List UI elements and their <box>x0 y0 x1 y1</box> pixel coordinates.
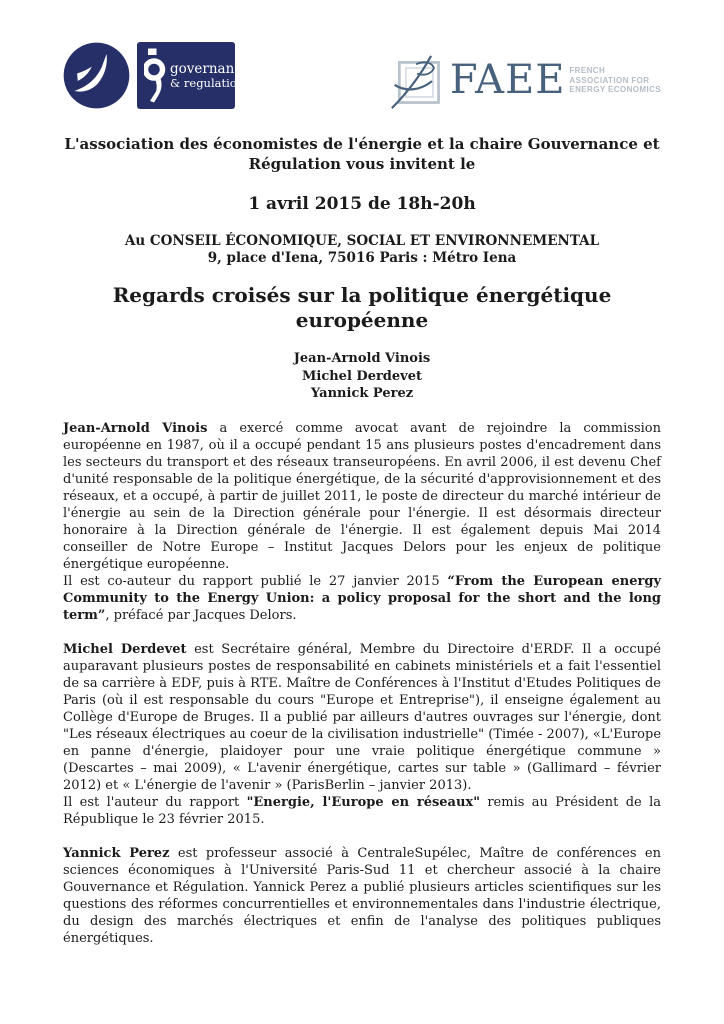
governance-logo-text <box>170 62 250 88</box>
invitation-line2: Régulation vous invitent le <box>248 155 476 173</box>
bio-derdevet-report-title: "Energie, l'Europe en réseaux" <box>246 794 480 810</box>
event-datetime: 1 avril 2015 de 18h-20h <box>248 194 476 214</box>
chaire-logo-group <box>63 42 250 109</box>
bio-perez-paragraph <box>63 845 661 947</box>
event-title-line2: européenne <box>295 308 429 332</box>
venue-name: Au CONSEIL ÉCONOMIQUE, SOCIAL ET ENVIRONNEMENTAL <box>124 233 600 249</box>
venue-address: 9, place d'Iena, 75016 Paris : Métro Iena <box>207 250 517 266</box>
bio-vinois-report-outro: , préfacé par Jacques Delors. <box>105 607 297 623</box>
speaker-name-vinois: Jean-Arnold Vinois <box>293 351 431 366</box>
faee-square-swoosh-icon <box>390 54 446 110</box>
governance-regulation-logo <box>137 42 250 109</box>
bio-jean-arnold-vinois <box>63 420 661 624</box>
bio-perez-name: Yannick Perez <box>63 845 170 861</box>
event-venue <box>63 233 661 267</box>
bio-derdevet-name: Michel Derdevet <box>63 641 187 657</box>
event-title <box>63 283 661 333</box>
faee-subtitle-line2: ASSOCIATION FOR <box>569 75 650 85</box>
faee-subtitle <box>569 66 661 95</box>
bio-vinois-report-intro: Il est co-auteur du rapport publié le 27 janvier 2015 <box>63 573 448 589</box>
bio-vinois-paragraph <box>63 420 661 573</box>
faee-logo <box>390 54 661 110</box>
bio-perez-text: est professeur associé à CentraleSupélec, Maître de conférences en sciences économiques à l'Université Paris-Sud 11 et chercheur associé à la chaire Gouvernance et Régulation. Yannick Perez a publié plusieurs articles scientifiques sur les questions des réformes concurrentielles et environnementales dans l'industrie électrique, du design des marchés électriques et enfin de l'analyse des politiques publiques énergétiques. <box>63 845 661 946</box>
governance-logo-line1: governance <box>170 61 250 78</box>
speaker-name-perez: Yannick Perez <box>310 386 414 401</box>
event-title-line1: Regards croisés sur la politique énergétique <box>112 283 612 307</box>
bio-vinois-report-line <box>63 573 661 624</box>
bio-derdevet-paragraph <box>63 641 661 794</box>
governance-logo-line2: & regulation <box>170 75 245 90</box>
invitation-heading <box>63 134 661 174</box>
bio-derdevet-report-intro: Il est l'auteur du rapport <box>63 794 247 810</box>
bio-michel-derdevet <box>63 641 661 828</box>
bio-derdevet-report-line <box>63 794 661 828</box>
bio-derdevet-text: est Secrétaire général, Membre du Directoire d'ERDF. Il a occupé auparavant plusieurs postes de responsabilité en cabinets ministériels et a fait l'essentiel de sa carrière à EDF, puis à RTE. Maître de Conférences à l'Institut d'Etudes Politiques de Paris (où il est responsable du cours "Europe et Entreprise"), il enseigne également au Collège d'Europe de Bruges. Il a publié par ailleurs d'autres ouvrages sur l'énergie, dont "Les réseaux électriques au coeur de la civilisation industrielle" (Timée - 2007), «L'Europe en panne d'énergie, plaidoyer pour une vraie politique énergétique commune » (Descartes – mai 2009), « L'avenir énergétique, cartes sur table » (Gallimard – février 2012) et « L'énergie de l'avenir » (ParisBerlin – janvier 2013). <box>63 641 662 793</box>
bio-vinois-report-title: “From the European energy Community to the Energy Union: a policy proposal for the short and the long term” <box>63 573 661 623</box>
governance-g-icon <box>144 48 166 103</box>
faee-subtitle-line1: FRENCH <box>569 66 606 75</box>
dauphine-ball-logo-icon <box>63 42 130 109</box>
speaker-name-derdevet: Michel Derdevet <box>301 368 422 384</box>
bio-yannick-perez <box>63 845 661 947</box>
bio-derdevet-report-outro: remis au Président de la République le 23 février 2015. <box>63 794 661 827</box>
faee-acronym: FAEE <box>449 57 566 103</box>
speaker-list <box>63 350 661 403</box>
faee-subtitle-line3: ENERGY ECONOMICS <box>569 85 661 94</box>
bio-vinois-name: Jean-Arnold Vinois <box>63 420 208 436</box>
invitation-line1: L'association des économistes de l'énergie et la chaire Gouvernance et <box>64 135 660 153</box>
bio-vinois-text: a exercé comme avocat avant de rejoindre la commission européenne en 1987, où il a occupé pendant 15 ans plusieurs postes d'encadrement dans les secteurs du transport et des réseaux transeuropéens. En avril 2006, il est devenu Chef d'unité responsable de la politique énergétique, de la sécurité d'approvisionnement et des réseaux, et a occupé, à partir de juillet 2011, le poste de directeur du marché intérieur de l'énergie au sein de la Direction générale pour l'énergie. Il est désormais directeur honoraire à la Direction générale de l'énergie. Il est également depuis Mai 2014 conseiller de Notre Europe – Institut Jacques Delors pour les enjeux de politique énergétique européenne. <box>63 420 661 572</box>
logo-row <box>63 42 661 114</box>
